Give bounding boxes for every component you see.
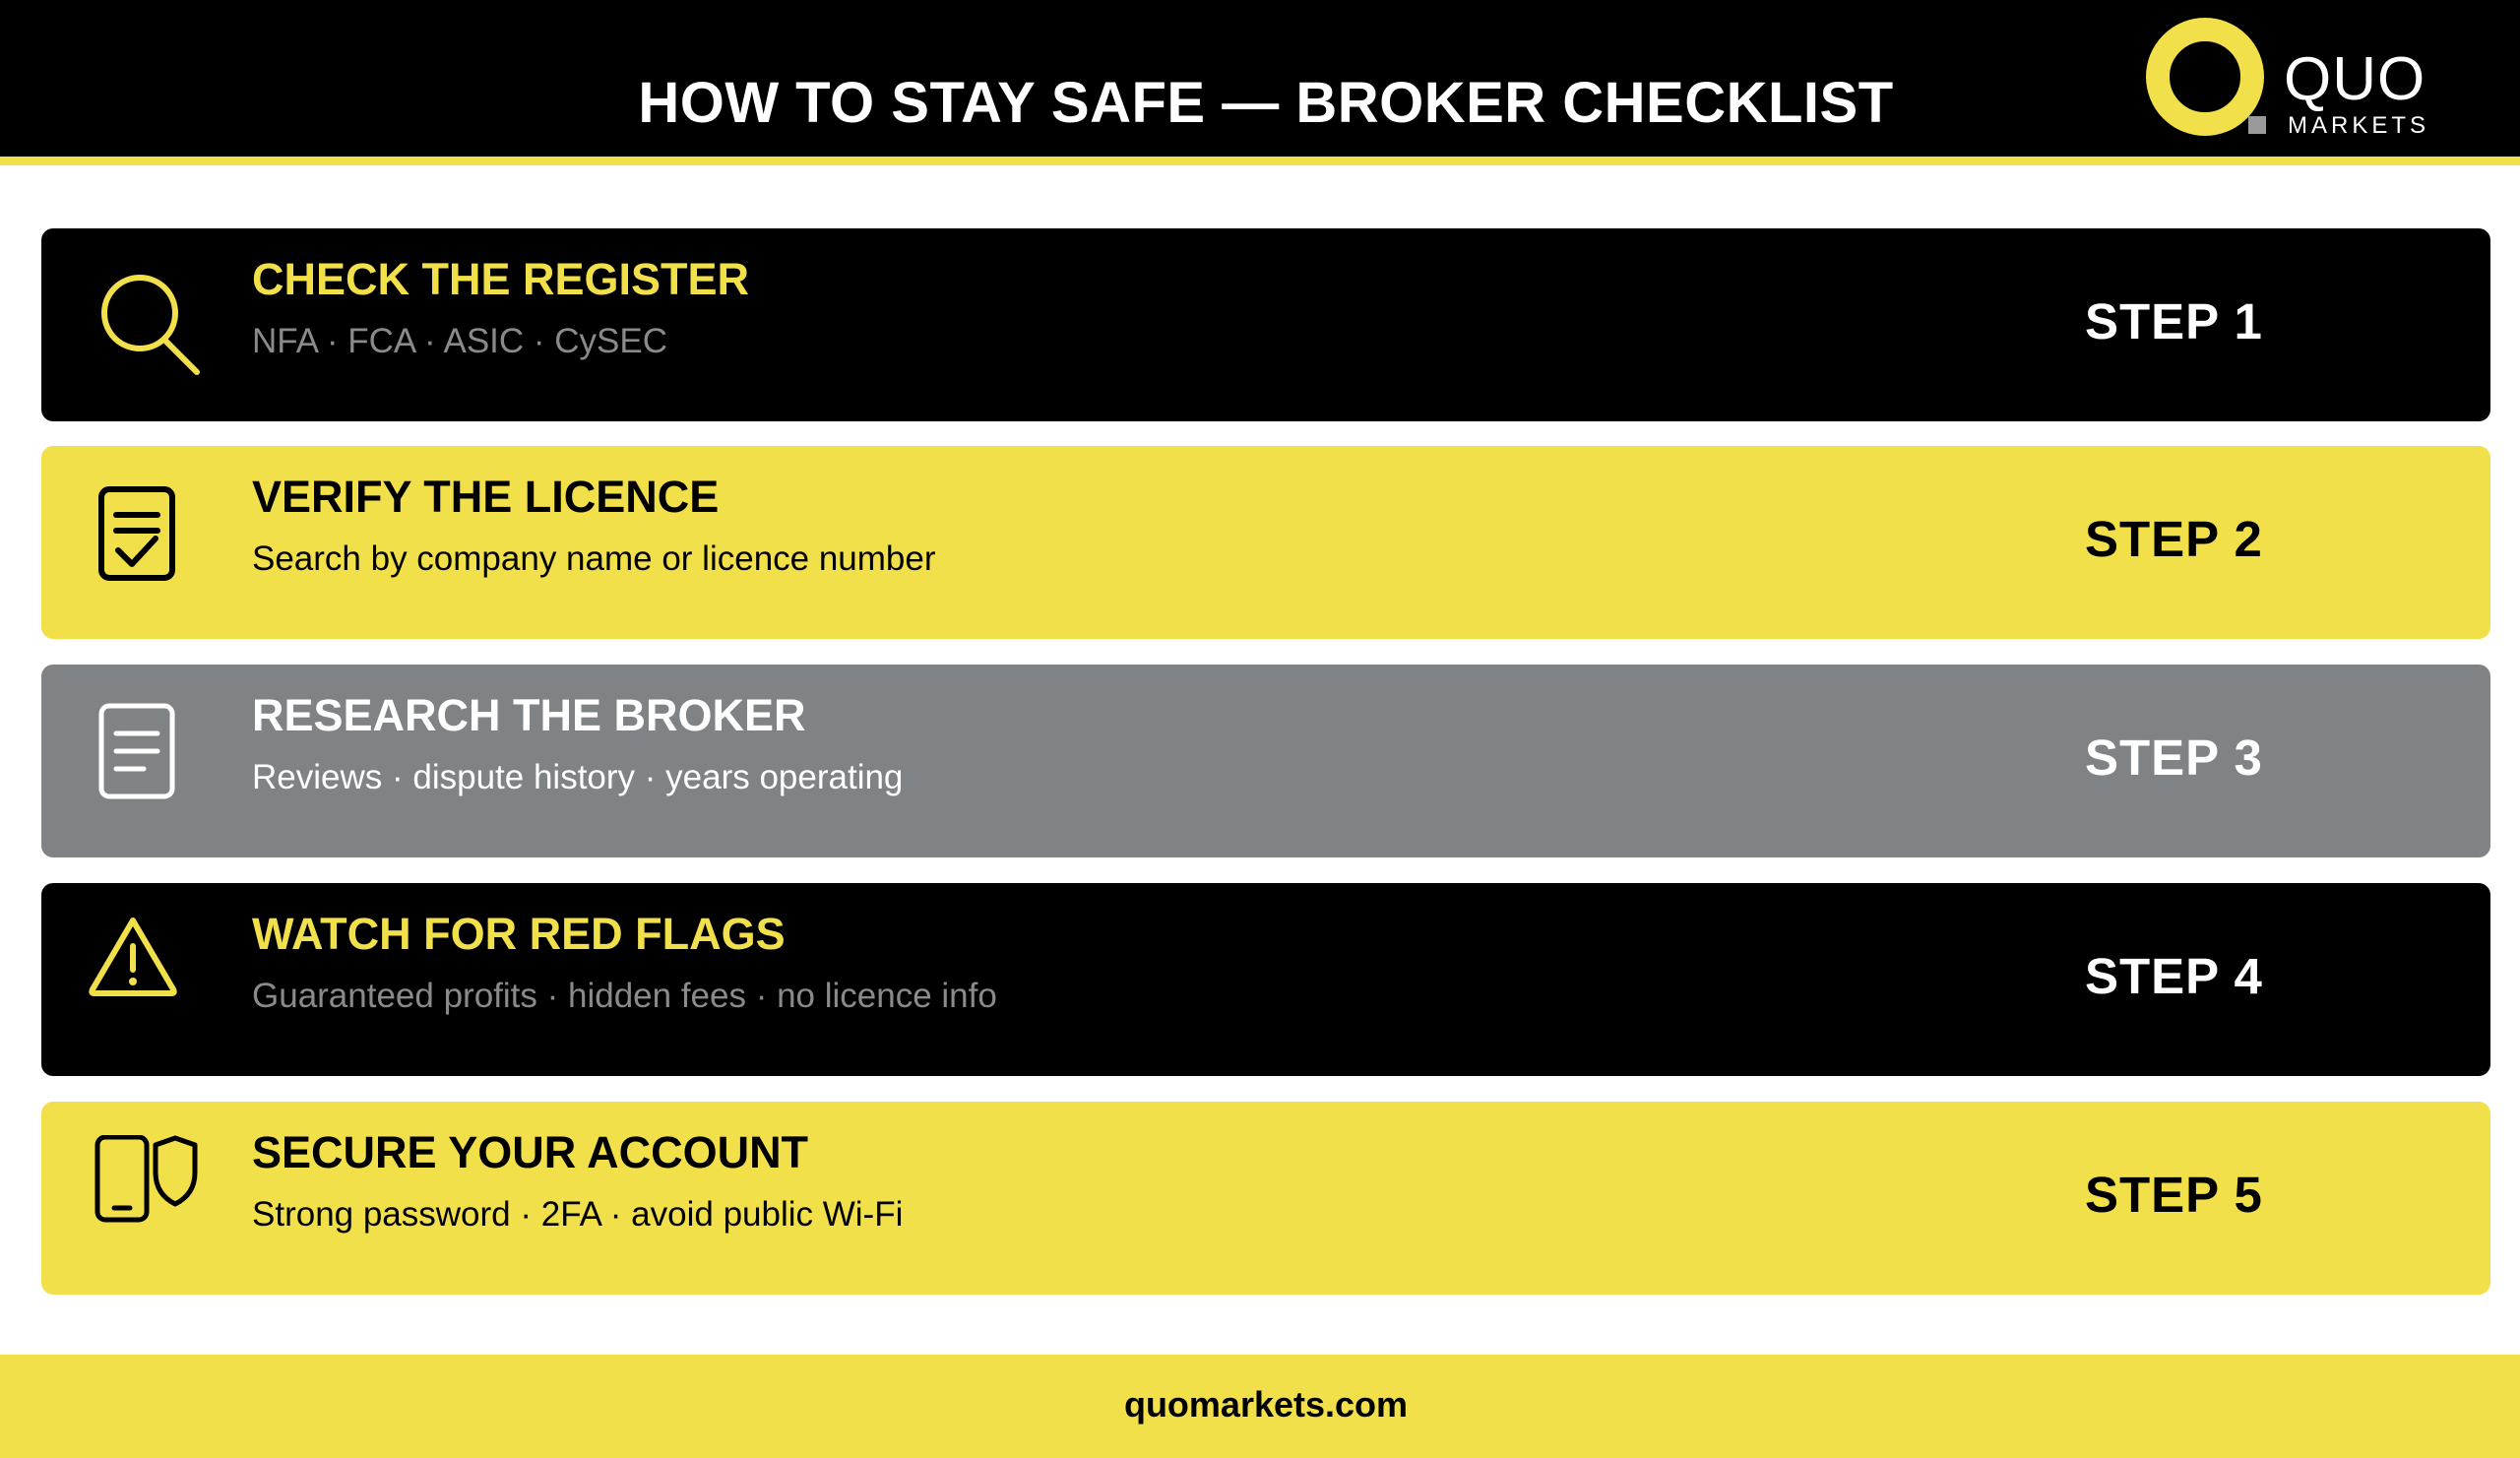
document-lines-icon	[89, 698, 217, 826]
step-subtitle: Strong password · 2FA · avoid public Wi-Fi	[252, 1195, 904, 1234]
step-subtitle: Reviews · dispute history · years operating	[252, 758, 904, 796]
step-title: WATCH FOR RED FLAGS	[252, 909, 786, 959]
step-subtitle: NFA · FCA · ASIC · CySEC	[252, 322, 668, 360]
warning-triangle-icon	[89, 917, 217, 1045]
logo-ring-icon	[2146, 18, 2264, 136]
step-number: STEP 1	[2085, 293, 2263, 349]
step-title: RESEARCH THE BROKER	[252, 690, 806, 740]
step-number: STEP 5	[2085, 1167, 2263, 1223]
step-card-3	[41, 665, 2490, 857]
magnifier-icon	[89, 262, 217, 390]
step-title: CHECK THE REGISTER	[252, 254, 750, 304]
step-card-2	[41, 446, 2490, 639]
quo-markets-logo	[2142, 10, 2467, 138]
step-card-1	[41, 228, 2490, 421]
logo-square-icon	[2248, 116, 2266, 134]
step-number: STEP 3	[2085, 729, 2263, 786]
logo-subtitle: MARKETS	[2288, 112, 2430, 139]
website-url: quomarkets.com	[1123, 1384, 1409, 1425]
step-card-4	[41, 883, 2490, 1076]
page-footer	[0, 1355, 2520, 1458]
step-subtitle: Guaranteed profits · hidden fees · no licence info	[252, 977, 997, 1015]
step-number: STEP 4	[2085, 948, 2263, 1004]
step-title: VERIFY THE LICENCE	[252, 472, 720, 522]
page-title: HOW TO STAY SAFE — BROKER CHECKLIST	[638, 71, 1894, 135]
step-number: STEP 2	[2085, 511, 2263, 567]
logo-wordmark: QUO	[2284, 45, 2426, 113]
document-check-icon	[89, 479, 217, 607]
step-subtitle: Search by company name or licence number	[252, 539, 936, 578]
phone-shield-icon	[89, 1135, 217, 1263]
step-title: SECURE YOUR ACCOUNT	[252, 1127, 809, 1177]
step-card-5	[41, 1102, 2490, 1295]
page-header	[0, 0, 2520, 165]
